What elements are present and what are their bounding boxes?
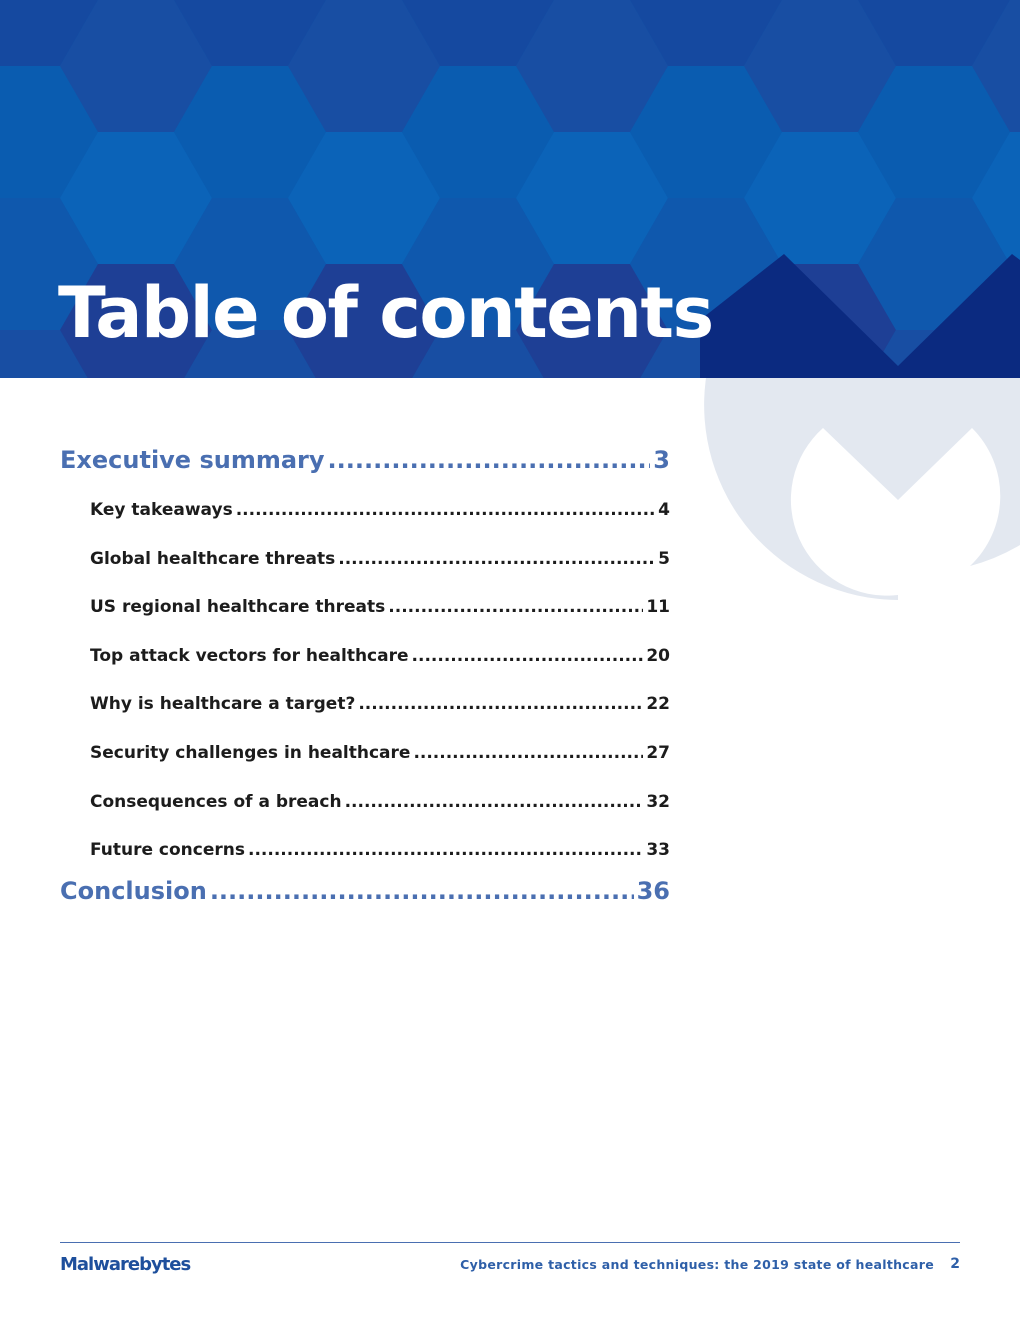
malwarebytes-logo-icon bbox=[700, 250, 1020, 610]
toc-entry-top-attack-vectors[interactable] bbox=[60, 632, 670, 681]
toc-entry-label: Consequences of a breach bbox=[90, 791, 342, 812]
toc-leader-dots bbox=[412, 632, 644, 681]
table-of-contents bbox=[60, 440, 670, 911]
toc-entry-page: 27 bbox=[646, 742, 670, 763]
toc-entry-page: 33 bbox=[646, 840, 670, 861]
toc-entry-page: 4 bbox=[658, 500, 670, 520]
toc-leader-dots bbox=[358, 680, 643, 729]
toc-entry-label: US regional healthcare threats bbox=[90, 597, 386, 618]
footer-page-number: 2 bbox=[950, 1256, 960, 1272]
toc-leader-dots bbox=[248, 826, 643, 875]
toc-entry-label: Conclusion bbox=[60, 876, 207, 905]
toc-entry-conclusion[interactable] bbox=[60, 871, 670, 911]
toc-entry-future-concerns[interactable] bbox=[60, 826, 670, 875]
toc-entry-label: Top attack vectors for healthcare bbox=[90, 645, 409, 666]
toc-entry-label: Future concerns bbox=[90, 840, 246, 861]
toc-leader-dots bbox=[338, 535, 655, 584]
toc-entry-label: Security challenges in healthcare bbox=[90, 742, 411, 763]
toc-entry-label: Executive summary bbox=[60, 446, 325, 474]
toc-entry-label: Why is healthcare a target? bbox=[90, 694, 356, 715]
toc-entry-page: 32 bbox=[646, 791, 670, 812]
toc-entry-key-takeaways[interactable] bbox=[60, 486, 670, 535]
toc-entry-page: 3 bbox=[653, 446, 670, 474]
toc-leader-dots bbox=[328, 440, 651, 480]
footer-brand-logo: Malwarebytes bbox=[60, 1254, 191, 1275]
toc-entry-page: 20 bbox=[646, 645, 670, 666]
toc-entry-label: Global healthcare threats bbox=[90, 548, 336, 569]
toc-entry-why-healthcare-target[interactable] bbox=[60, 680, 670, 729]
footer-divider bbox=[60, 1242, 960, 1243]
toc-leader-dots bbox=[388, 583, 643, 632]
toc-entry-label: Key takeaways bbox=[90, 500, 233, 520]
footer-document-title: Cybercrime tactics and techniques: the 2019 state of healthcare bbox=[460, 1257, 934, 1272]
toc-entry-page: 22 bbox=[646, 694, 670, 715]
toc-entry-us-regional-threats[interactable] bbox=[60, 583, 670, 632]
toc-leader-dots bbox=[236, 486, 655, 535]
toc-entry-page: 36 bbox=[636, 876, 670, 905]
toc-entry-page: 5 bbox=[658, 548, 670, 569]
toc-entry-consequences-of-breach[interactable] bbox=[60, 778, 670, 827]
toc-entry-global-healthcare-threats[interactable] bbox=[60, 535, 670, 584]
page-title: Table of contents bbox=[58, 272, 713, 354]
toc-leader-dots bbox=[345, 778, 644, 827]
toc-entry-page: 11 bbox=[646, 597, 670, 618]
toc-leader-dots bbox=[413, 729, 643, 778]
toc-entry-security-challenges[interactable] bbox=[60, 729, 670, 778]
toc-leader-dots bbox=[210, 871, 634, 911]
toc-entry-executive-summary[interactable] bbox=[60, 440, 670, 480]
